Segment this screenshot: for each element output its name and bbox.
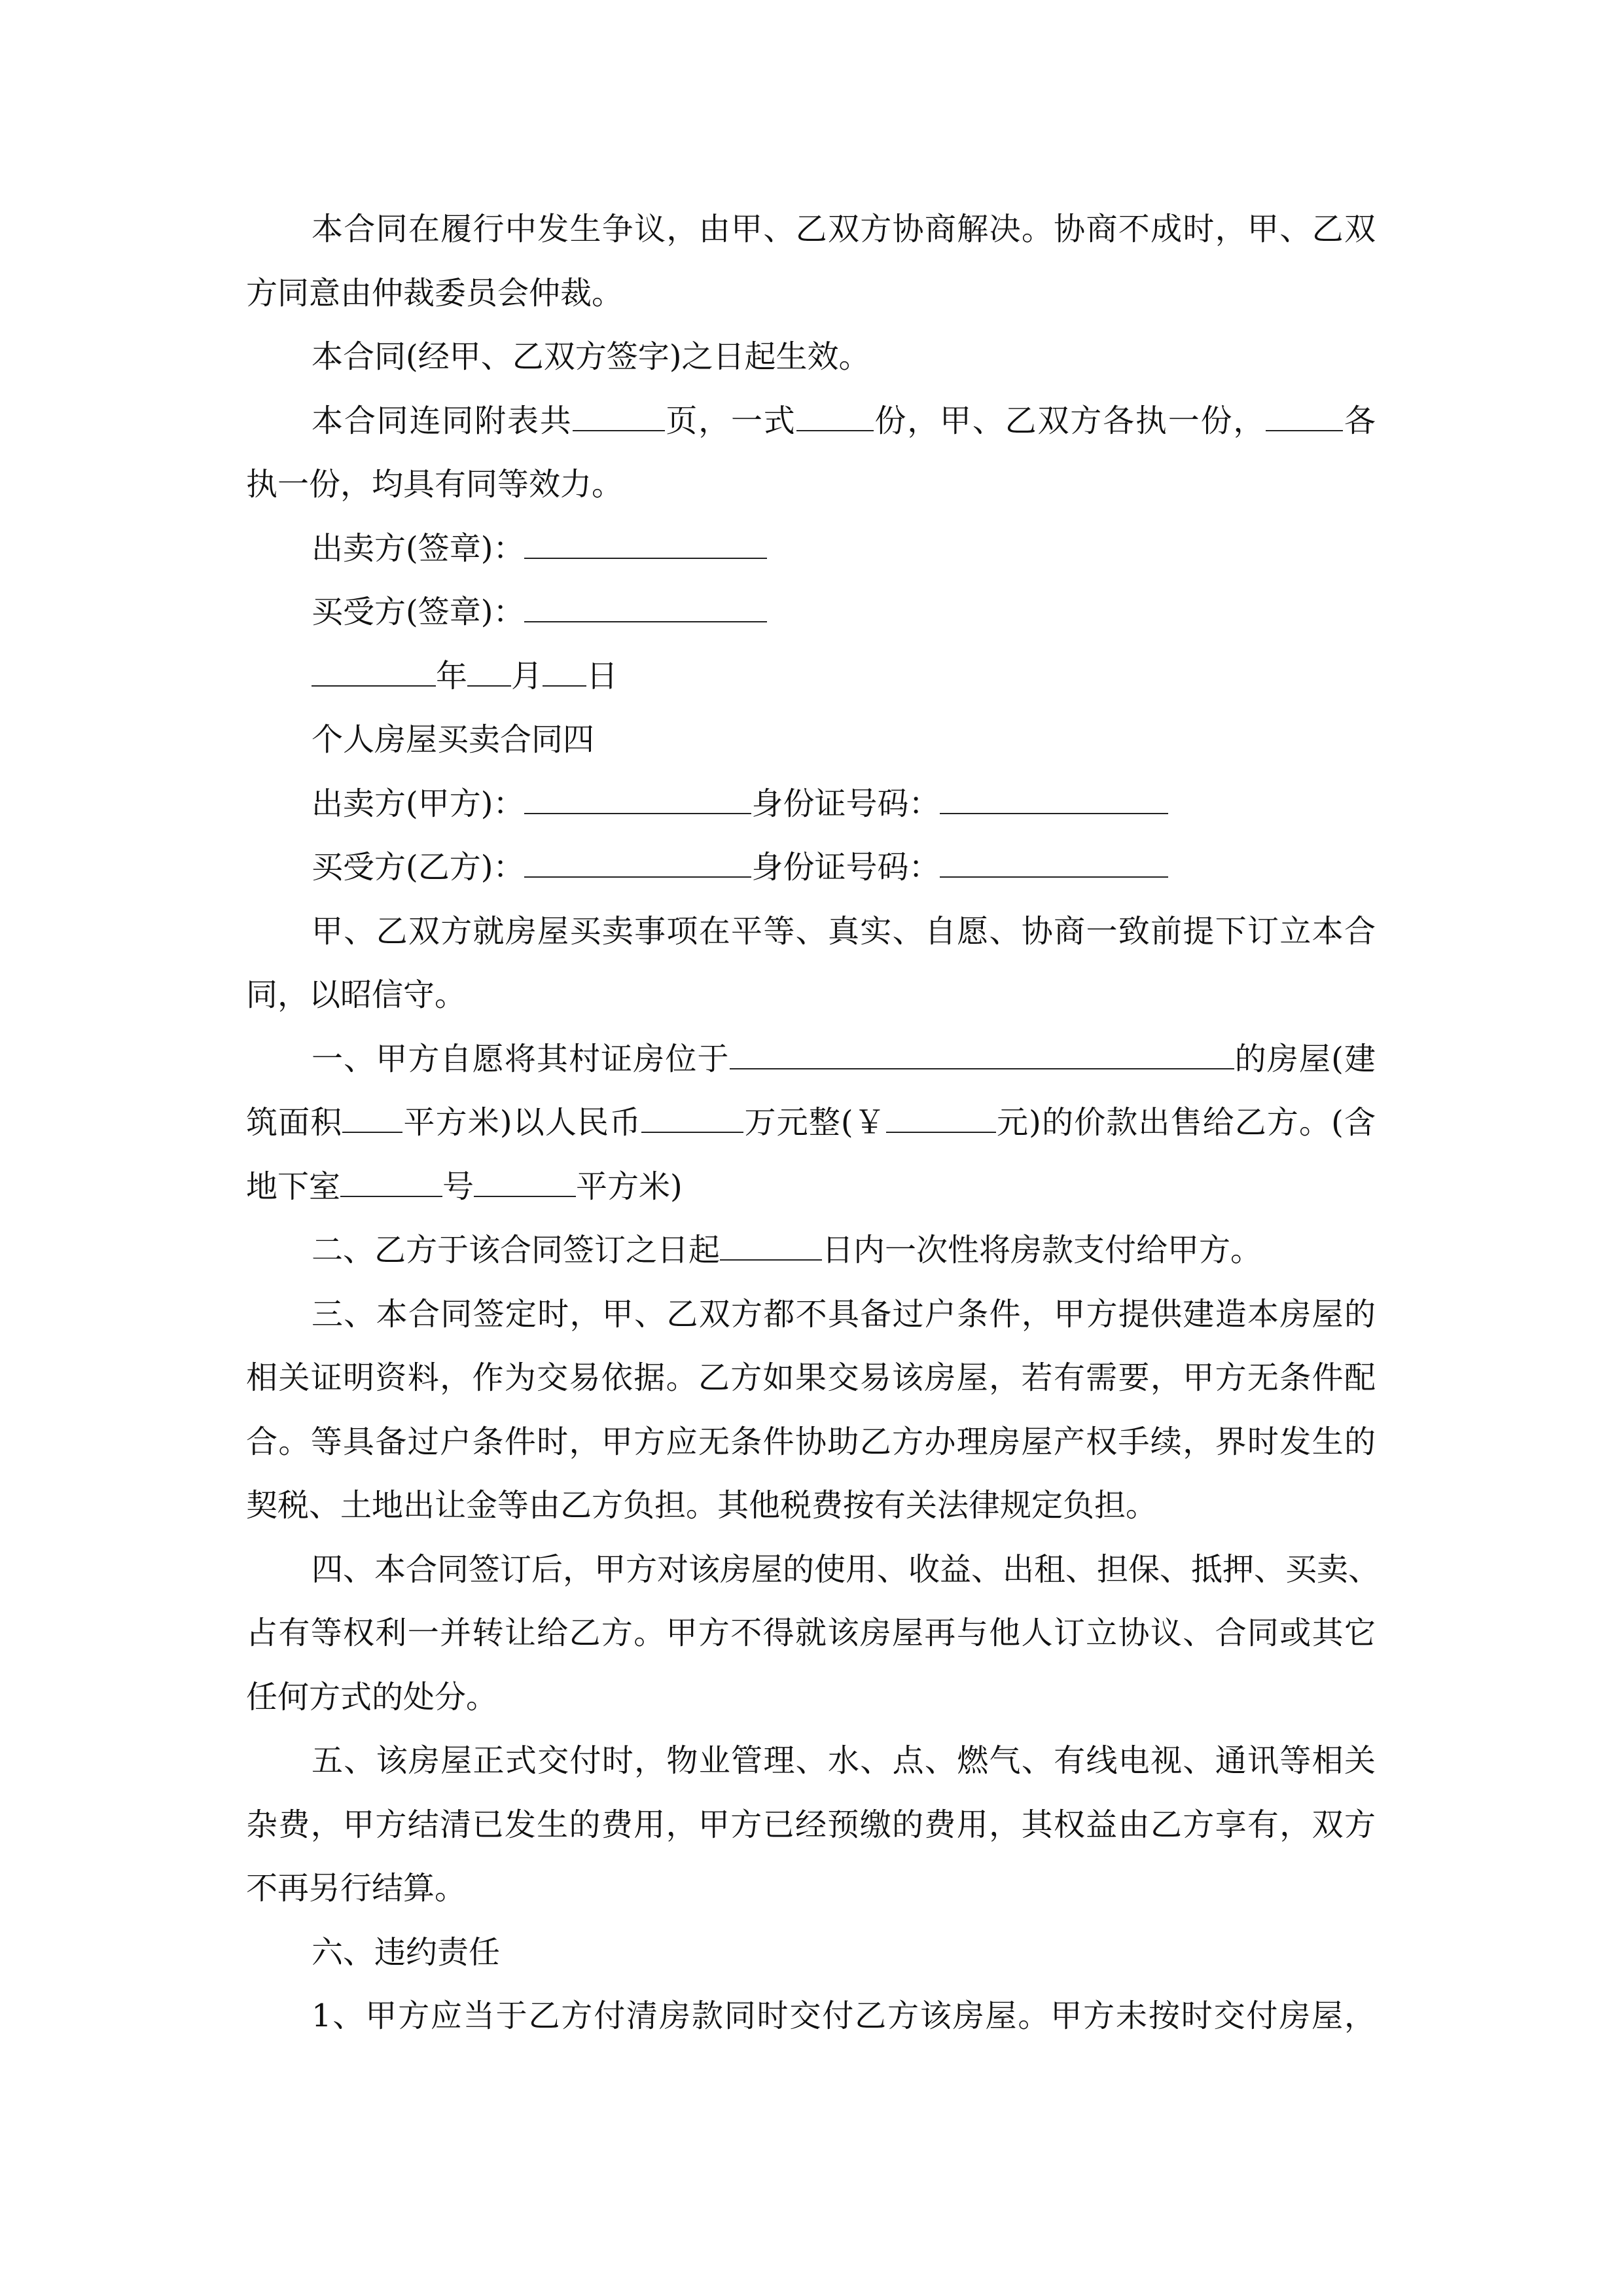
fill-in-blank[interactable] (886, 1105, 996, 1133)
text-line (246, 1921, 1376, 1985)
text-segment: 身份证号码： (751, 849, 940, 886)
text-line (246, 1219, 1376, 1283)
text-segment: 页，一式 (664, 402, 796, 439)
text-segment: 万元整(￥ (743, 1104, 886, 1141)
text-segment: 甲、乙双方就房屋买卖事项在平等、真实、自愿、协商一致前提下订立本合 (312, 912, 1376, 950)
text-line (246, 581, 1376, 645)
text-segment: 本合同在履行中发生争议，由甲、乙双方协商解决。协商不成时，甲、乙双 (312, 211, 1376, 247)
fill-in-blank[interactable] (467, 659, 511, 687)
text-line (246, 198, 1376, 262)
text-segment: 平方米) (576, 1168, 683, 1205)
text-line (246, 836, 1376, 900)
fill-in-blank[interactable] (796, 404, 874, 431)
text-segment: 占有等权利一并转让给乙方。甲方不得就该房屋再与他人订立协议、合同或其它 (246, 1615, 1376, 1651)
text-line (246, 1283, 1376, 1347)
text-segment: 日内一次性将房款支付给甲方。 (822, 1232, 1262, 1268)
fill-in-blank[interactable] (940, 850, 1168, 878)
text-line (246, 325, 1376, 389)
text-line (246, 963, 1376, 1028)
text-line (246, 1155, 1376, 1219)
text-segment: 三、本合同签定时，甲、乙双方都不具备过户条件，甲方提供建造本房屋的 (312, 1295, 1376, 1333)
fill-in-blank[interactable] (524, 531, 767, 559)
fill-in-blank[interactable] (543, 659, 586, 687)
text-line (246, 708, 1376, 772)
fill-in-blank[interactable] (641, 1105, 743, 1133)
text-segment: 平方米)以人民币 (402, 1104, 642, 1141)
text-line (246, 1410, 1376, 1475)
text-segment: 1、甲方应当于乙方付清房款同时交付乙方该房屋。甲方未按时交付房屋， (312, 1998, 1376, 2034)
text-segment: 契税、土地出让金等由乙方负担。其他税费按有关法律规定负担。 (246, 1487, 1158, 1524)
text-line (246, 262, 1376, 326)
text-segment: 相关证明资料，作为交易依据。乙方如果交易该房屋，若有需要，甲方无条件配 (246, 1359, 1376, 1396)
text-segment: 号 (442, 1168, 474, 1205)
fill-in-blank[interactable] (312, 659, 436, 687)
text-line (246, 1602, 1376, 1666)
text-line (246, 453, 1376, 517)
text-line (246, 1346, 1376, 1410)
text-segment: 各 (1343, 402, 1376, 439)
fill-in-blank[interactable] (524, 850, 751, 878)
text-line (246, 900, 1376, 964)
text-segment: 月 (511, 657, 543, 694)
text-segment: 的房屋(建 (1234, 1040, 1376, 1077)
text-segment: 五、该房屋正式交付时，物业管理、水、点、燃气、有线电视、通讯等相关 (312, 1742, 1376, 1779)
fill-in-blank[interactable] (940, 787, 1168, 814)
text-segment: 年 (436, 657, 468, 694)
text-line (246, 389, 1376, 454)
text-line (246, 1666, 1376, 1730)
text-segment: 买受方(乙方)： (312, 849, 525, 886)
fill-in-blank[interactable] (720, 1233, 822, 1261)
fill-in-blank[interactable] (474, 1170, 576, 1197)
text-line (246, 1729, 1376, 1793)
fill-in-blank[interactable] (342, 1105, 402, 1133)
fill-in-blank[interactable] (573, 404, 665, 431)
text-segment: 四、本合同签订后，甲方对该房屋的使用、收益、出租、担保、抵押、买卖、 (312, 1551, 1380, 1588)
text-segment: 同，以昭信守。 (246, 977, 467, 1013)
text-line (246, 772, 1376, 836)
text-segment: 身份证号码： (751, 785, 940, 822)
text-line (246, 645, 1376, 709)
text-line (246, 1028, 1376, 1092)
text-segment: 方同意由仲裁委员会仲裁。 (246, 274, 624, 312)
text-segment: 本合同连同附表共 (312, 402, 573, 439)
text-segment: 筑面积 (246, 1104, 343, 1141)
text-segment: 个人房屋买卖合同四 (312, 721, 595, 758)
fill-in-blank[interactable] (730, 1042, 1234, 1069)
text-segment: 六、违约责任 (312, 1933, 501, 1971)
text-line (246, 517, 1376, 581)
text-segment: 一、甲方自愿将其村证房位于 (312, 1040, 730, 1077)
text-line (246, 1091, 1376, 1155)
contract-text (246, 198, 1380, 2049)
text-segment: 任何方式的处分。 (246, 1678, 498, 1715)
text-segment: 份，甲、乙双方各执一份， (873, 402, 1266, 439)
text-segment: 本合同(经甲、乙双方签字)之日起生效。 (312, 338, 870, 375)
text-segment: 不再另行结算。 (246, 1870, 467, 1907)
fill-in-blank[interactable] (524, 595, 767, 622)
text-line (246, 1984, 1376, 2049)
text-line (246, 1793, 1376, 1857)
text-segment: 二、乙方于该合同签订之日起 (312, 1232, 721, 1268)
text-segment: 合。等具备过户条件时，甲方应无条件协助乙方办理房屋产权手续，界时发生的 (246, 1423, 1376, 1460)
text-segment: 元)的价款出售给乙方。(含 (995, 1104, 1376, 1141)
fill-in-blank[interactable] (340, 1170, 442, 1197)
text-segment: 杂费，甲方结清已发生的费用，甲方已经预缴的费用，其权益由乙方享有，双方 (246, 1806, 1376, 1843)
fill-in-blank[interactable] (1266, 404, 1343, 431)
text-segment: 出卖方(签章)： (312, 529, 525, 567)
text-line (246, 1857, 1376, 1921)
text-segment: 出卖方(甲方)： (312, 785, 525, 822)
text-segment: 地下室 (246, 1168, 341, 1205)
text-segment: 买受方(签章)： (312, 594, 525, 630)
text-line (246, 1538, 1380, 1602)
text-segment: 日 (586, 657, 618, 694)
text-line (246, 1474, 1376, 1538)
fill-in-blank[interactable] (524, 787, 751, 814)
text-segment: 执一份，均具有同等效力。 (246, 466, 624, 503)
